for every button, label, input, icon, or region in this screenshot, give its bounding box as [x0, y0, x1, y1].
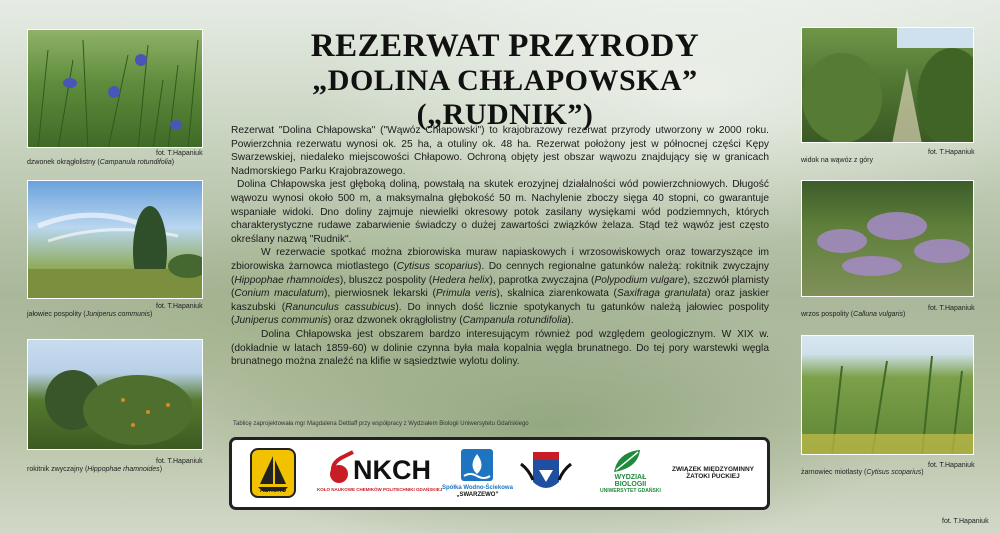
- swarzewo-label-2: „SWARZEWO”: [456, 492, 499, 498]
- photo-caption: dzwonek okrągłolistny (Campanula rotundifolia): [27, 159, 175, 166]
- union-label-2: ZATOKI PUCKIEJ: [686, 473, 740, 480]
- designer-note: Tablicę zaprojektowała mgr Magdalena Dettlaff przy współpracy z Wydziałem Biologii Uniwersytetu Gdańskiego: [233, 421, 529, 427]
- caption-latin: Hippophae rhamnoides: [87, 466, 160, 473]
- photo-credit: fot. T.Hapaniuk: [156, 303, 203, 310]
- photo-bellflower: [27, 29, 203, 148]
- photo-credit: fot. T.Hapaniuk: [928, 305, 975, 312]
- faculty-label-2: BIOLOGII: [614, 481, 647, 488]
- photo-caption: widok na wąwóz z góry: [801, 157, 873, 164]
- photo-sea-buckthorn: [27, 339, 203, 450]
- faculty-label-3: UNIWERSYTET GDAŃSKI: [600, 488, 661, 494]
- sponsor-logos: [229, 437, 770, 510]
- photo-caption: wrzos pospolity (Calluna vulgaris): [801, 311, 906, 318]
- caption-polish: jałowiec pospolity: [27, 311, 82, 318]
- caption-polish: wrzos pospolity: [801, 311, 849, 318]
- coat-of-arms-icon: [519, 450, 573, 498]
- flask-icon: [327, 446, 432, 486]
- paragraph-geology: Dolina Chłapowska jest obszarem bardzo interesującym również pod względem geologicznym. W XIX w. (dokładnie w latach 1859-60) w dolinie czynna była mała kopalnia węgla brunatnego. Do tej pory warstewki węgla brunatnego można znaleźć na klifie w sąsiedztwie wylotu doliny.: [231, 328, 769, 368]
- photo-caption: żarnowiec miotlasty (Cytisus scoparius): [801, 469, 924, 476]
- caption-latin: Calluna vulgaris: [853, 311, 903, 318]
- paragraph-flora: W rezerwacie spotkać można zbiorowiska muraw napiaskowych i wrzosowiskowych oraz towarzyszące im zbiorowiska żarnowca miotlastego (Cytisus scoparius). Do cennych regionalne gatunków należą: rokitnik zwyczajny (Hippophae rhamnoides), bluszcz pospolity (Hedera helix), paprotka zwyczajna (Polypodium vulgare), szczwół plamisty (Conium maculatum), pierwiosnek lekarski (Primula veris), skalnica ziarenkowata (Saxifraga granulata) oraz jaskier kaszubski (Ranunculus cassubicus). Do innych dość licznie spotykanych tu gatunków należą jałowiec pospolity (Juniperus communis) oraz dzwonek okrągłolistny (Campanula rotundifolia).: [231, 247, 770, 327]
- photo-caption: jałowiec pospolity (Juniperus communis): [27, 311, 153, 318]
- photo-credit: fot. T.Hapaniuk: [156, 150, 203, 157]
- heather-illustration: [802, 181, 974, 297]
- photo-ravine-view: [801, 27, 974, 143]
- nkch-subtitle: KOŁO NAUKOWE CHEMIKÓW POLITECHNIKI GDAŃSKIEJ: [317, 487, 443, 492]
- caption-latin: Cytisus scoparius: [866, 469, 922, 476]
- photo-credit: fot. T.Hapaniuk: [156, 458, 203, 465]
- puck-county-crest: [519, 450, 573, 498]
- broom-illustration: [802, 336, 974, 455]
- caption-polish: rokitnik zwyczajny: [27, 466, 84, 473]
- photo-broom: [801, 335, 974, 455]
- page-subtitle: „DOLINA CHŁAPOWSKA” („RUDNIK”): [312, 64, 698, 131]
- page-title: REZERWAT PRZYRODY: [310, 28, 700, 64]
- paragraph-intro: Rezerwat "Dolina Chłapowska" ("Wąwóz Chłapowski") to krajobrazowy rezerwat przyrody utworzony w 2000 roku. Powierzchnia rezerwatu wynosi ok. 25 ha, a otuliny ok. 48 ha. Rezerwat położony jest w północnej części Kępy Swarzewskiej, niedaleko miejscowości Chłapowo. Ochroną objęty jest obszar wąwozu znajdujący się w granicach Nadmorskiego Parku Krajobrazowego.: [231, 125, 769, 177]
- swarzewo-logo: [442, 448, 513, 499]
- caption-polish: dzwonek okrągłolistny: [27, 159, 96, 166]
- grass-illustration: [28, 30, 203, 148]
- zatoka-pucka-logo: [672, 466, 754, 480]
- ravine-illustration: [802, 28, 974, 143]
- leaf-icon: [610, 448, 650, 474]
- water-drop-icon: [460, 448, 494, 482]
- svg-text:NKCH: NKCH: [353, 455, 432, 485]
- abruko-logo: [250, 448, 296, 495]
- shrub-illustration: [28, 340, 203, 450]
- caption-polish: żarnowiec miotlasty: [801, 469, 863, 476]
- photo-caption: rokitnik zwyczajny (Hippophae rhamnoides): [27, 466, 163, 473]
- photo-credit: fot. T.Hapaniuk: [928, 462, 975, 469]
- abruko-label: ABRUKO: [259, 488, 287, 494]
- photo-credit: fot. T.Hapaniuk: [942, 518, 989, 525]
- biology-faculty-logo: [600, 448, 661, 495]
- photo-credit: fot. T.Hapaniuk: [928, 149, 975, 156]
- union-label-1: ZWIĄZEK MIĘDZYGMINNY: [672, 466, 754, 473]
- swarzewo-label-1: Spółka Wodno-Ściekowa: [442, 485, 513, 491]
- juniper-illustration: [28, 181, 203, 299]
- faculty-label-1: WYDZIAŁ: [614, 474, 647, 481]
- paragraph-geomorphology: Dolina Chłapowska jest głęboką doliną, powstałą na skutek erozyjnej działalności wód powierzchniowych. Długość wąwozu wynosi około 500 m, a maksymalna głębokość 50 m. Nachylenie zboczy sięga 40 stopni, co gwarantuje wspaniałe widoki. Dno doliny zajmuje niewielki okresowy potok zasilany wysiękami wód podziemnych, których charakterystyczne rudawe zabarwienie świadczy o dużej zawartości związków żelaza. Stąd też wąwóz jest często określany nazwą "Rudnik".: [231, 179, 769, 245]
- caption-latin: Campanula rotundifolia: [99, 159, 172, 166]
- description-text: [231, 124, 769, 369]
- caption-latin: Juniperus communis: [85, 311, 150, 318]
- photo-heather: [801, 180, 974, 297]
- photo-juniper: [27, 180, 203, 299]
- nkch-logo: [317, 446, 442, 493]
